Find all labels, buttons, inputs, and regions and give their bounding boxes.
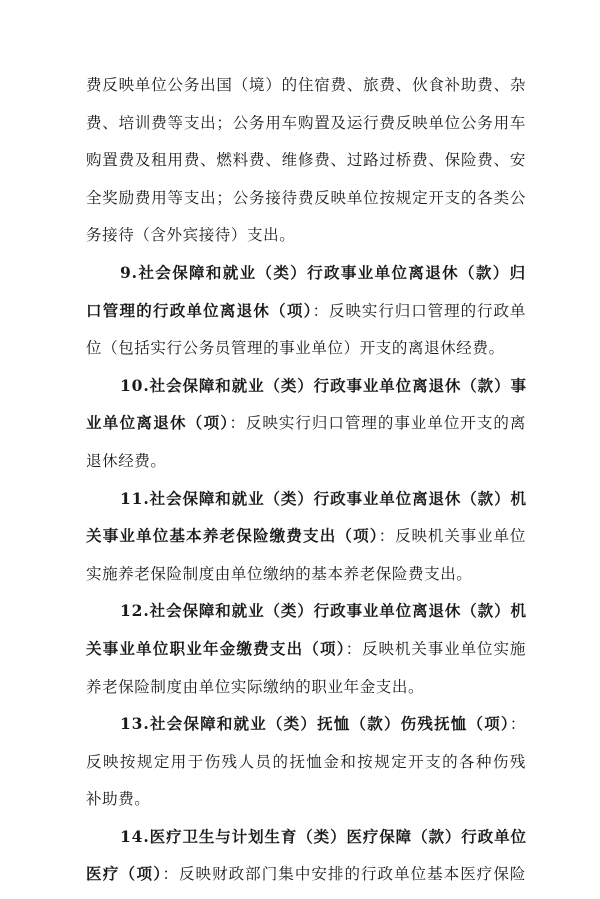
text-line-4 [86,185,526,211]
text-line-7 [86,298,526,324]
item-text: ：反映财政部门集中安排的行政单位基本医疗保险 [162,865,526,884]
text-line-22 [86,861,526,887]
item-text: ：反映实行归口管理的事业单位开支的离 [229,414,526,433]
item-heading: 医疗（项） [86,864,163,884]
text-line-21 [86,824,526,850]
item-text: 养老保险制度由单位实际缴纳的职业年金支出。 [86,677,425,696]
item-text: 全奖励费用等支出；公务接待费反映单位按规定开支的各类公 [86,188,526,207]
item-text: 实施养老保险制度由单位缴纳的基本养老保险费支出。 [86,564,473,583]
item-heading: 14.医疗卫生与计划生育（类）医疗保障（款）行政单位 [120,826,527,846]
item-text: ：反映实行归口管理的行政单 [312,301,526,320]
document-page [86,72,526,899]
item-text: 购置费及租用费、燃料费、维修费、过路过桥费、保险费、安 [86,151,526,170]
text-line-16 [86,636,526,662]
text-line-17 [86,674,526,700]
text-line-18 [86,711,526,737]
item-text: 务接待（含外宾接待）支出。 [86,226,296,245]
item-heading: 10.社会保障和就业（类）行政事业单位离退休（款）事 [120,375,527,395]
item-heading: 12.社会保障和就业（类）行政事业单位离退休（款）机 [120,601,527,621]
text-line-3 [86,147,526,173]
text-line-1 [86,72,526,98]
item-text: ： [509,715,526,734]
item-text: 费反映单位公务出国（境）的住宿费、旅费、伙食补助费、杂 [86,76,526,94]
item-heading: 业单位离退休（项） [86,413,230,433]
item-text: 位（包括实行公务员管理的事业单位）开支的离退休经费。 [86,339,505,358]
item-heading: 关事业单位基本养老保险缴费支出（项） [86,526,379,546]
text-line-19 [86,749,526,775]
text-line-15 [86,598,526,624]
item-heading: 关事业单位职业年金缴费支出（项） [86,638,346,658]
text-line-2 [86,110,526,136]
text-line-5 [86,222,526,248]
text-line-20 [86,786,526,812]
text-line-8 [86,335,526,361]
item-text: ：反映机关事业单位 [378,527,527,546]
text-line-9 [86,373,526,399]
item-text: 反映按规定用于伤残人员的抚恤金和按规定开支的各种伤残 [86,752,526,771]
text-line-12 [86,486,526,512]
item-heading: 11.社会保障和就业（类）行政事业单位离退休（款）机 [120,488,527,508]
item-text: ：反映机关事业单位实施 [345,639,526,658]
item-heading: 口管理的行政单位离退休（项） [86,300,313,320]
item-text: 费、培训费等支出；公务用车购置及运行费反映单位公务用车 [86,113,526,132]
item-text: 退休经费。 [86,451,167,470]
item-heading: 9.社会保障和就业（类）行政事业单位离退休（款）归 [120,262,526,282]
text-line-10 [86,410,526,436]
item-heading: 13.社会保障和就业（类）抚恤（款）伤残抚恤（项） [120,714,510,734]
text-line-6 [86,260,526,286]
text-line-14 [86,561,526,587]
item-text: 补助费。 [86,790,151,809]
text-line-13 [86,523,526,549]
text-line-11 [86,448,526,474]
